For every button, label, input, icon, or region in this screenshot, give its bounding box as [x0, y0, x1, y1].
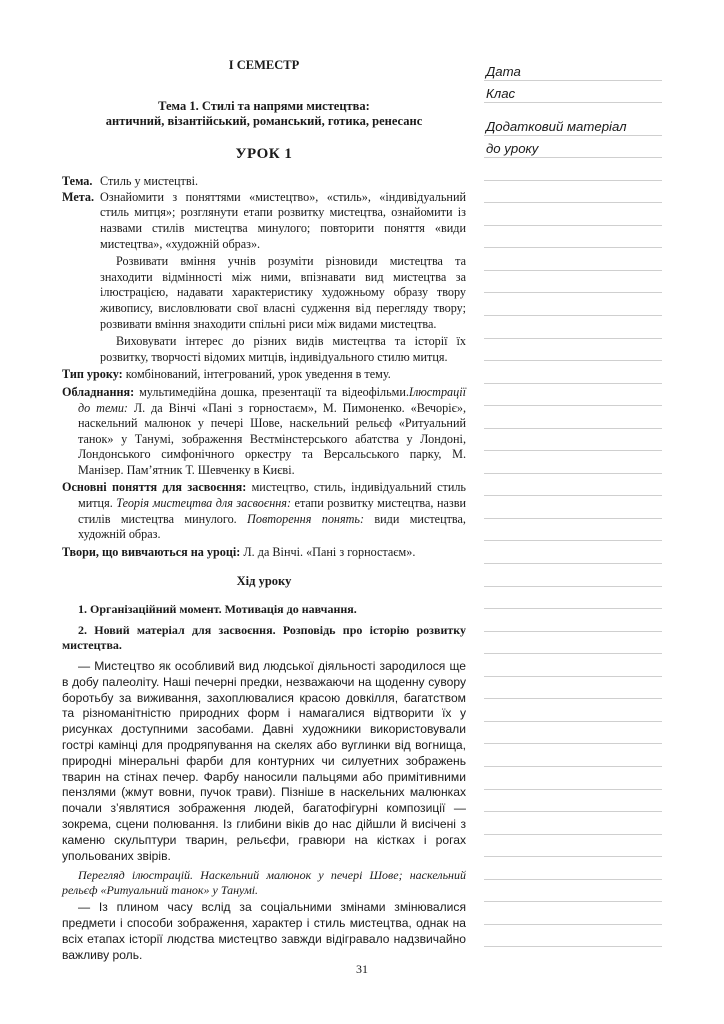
class-label: Клас	[486, 86, 516, 102]
course-paragraph-1: — Мистецтво як особливий вид людської діяльності зародилося ще в добу палеоліту. Наші печерні предки, незважаючи на щоденну сувору боротьбу за виживання, захоплювалися красою довкілля, багатством та різноманітністю природних форм і намагалися відтворити їх у рисунках доступними засобами. Давні художники використовували гострі камінці для продряпування на скелях або вуглинки від вогнища, природні мінеральні фарби для контурних чи силуетних зображень тварин на стінах печер. Фарбу наносили пальцями або примітивними пензлями (жмут вовни, пучок трави). Пізніше в наскельних малюнках почали з’являтися зображення людей, багатофігурні композиції — зокрема, сцени полювання. Із глибини віків до нас дійшли й висічені з каменю скульптури тварин, рельєфи, гравюри на кістках і рогах упольованих звірів.	[62, 659, 466, 863]
course-item-1: 1. Організаційний момент. Мотивація до навчання.	[78, 602, 357, 617]
meta-label: Мета.	[62, 189, 95, 204]
note-line[interactable]	[484, 925, 662, 948]
note-line[interactable]	[484, 519, 662, 542]
note-line[interactable]	[484, 541, 662, 564]
works-text: Л. да Вінчі. «Пані з горностаєм».	[240, 544, 416, 559]
note-line[interactable]	[484, 203, 662, 226]
field-concepts	[62, 480, 466, 542]
page-number: 31	[356, 962, 368, 976]
note-line[interactable]	[484, 429, 662, 452]
note-line[interactable]	[484, 384, 662, 407]
extra-material-line[interactable]	[484, 113, 662, 136]
note-line[interactable]	[484, 271, 662, 294]
equipment-label: Обладнання:	[62, 384, 135, 399]
meta-paragraph-1: Ознайомити з поняттями «мистецтво», «стиль», «індивідуальний стиль митця»; розглянути етапи розвитку мистецтва, ознайомити із назвами стилів мистецтва минулого; повторити поняття «види мистецтва», «художній образ».	[100, 189, 466, 251]
note-line[interactable]	[484, 406, 662, 429]
note-line[interactable]	[484, 857, 662, 880]
extra-material-label-2: до уроку	[486, 141, 539, 157]
theme-title	[62, 99, 466, 129]
note-line[interactable]	[484, 632, 662, 655]
equipment-text: мультимедійна дошка, презентації та відеофільми.	[134, 384, 409, 399]
concepts-theory-label: Теорія мистецтва для засвоєння:	[116, 496, 292, 511]
lesson-type-label: Тип уроку:	[62, 367, 123, 382]
note-line[interactable]	[484, 722, 662, 745]
note-line[interactable]	[484, 564, 662, 587]
field-lesson-type	[62, 367, 466, 383]
note-line[interactable]	[484, 496, 662, 519]
illustration-preview-note: Перегляд ілюстрацій. Наскельний малюнок у печері Шове; наскельний рельєф «Ритуальний танок» у Танумі.	[62, 868, 466, 898]
course-item-2: 2. Новий матеріал для засвоєння. Розповідь про історію розвитку мистецтва.	[62, 623, 466, 653]
concepts-text-2: етапи розвитку мистецтва, назви стилів мистецтва минулого.	[78, 496, 466, 526]
works-label: Твори, що вивчаються на уроці:	[62, 544, 241, 559]
meta-paragraph-3: Виховувати інтерес до різних видів мистецтва та історії їх розвитку, творчості відомих митців, індивідуального стилю митця.	[100, 334, 466, 364]
blank-note-lines	[484, 158, 662, 947]
note-line[interactable]	[484, 790, 662, 813]
note-line[interactable]	[484, 880, 662, 903]
note-line[interactable]	[484, 361, 662, 384]
note-line[interactable]	[484, 339, 662, 362]
tema-text: Стиль у мистецтві.	[100, 174, 199, 189]
note-line[interactable]	[484, 902, 662, 925]
main-column	[62, 58, 466, 964]
note-line[interactable]	[484, 293, 662, 316]
field-equipment	[62, 385, 466, 479]
field-tema	[62, 174, 466, 190]
illustrations-text: Л. да Вінчі «Пані з горностаєм», М. Пимоненко. «Вечоріє», наскельний малюнок у печері Шове, наскельний рельєф «Ритуальний танок» у Танумі, зображення Вестмінстерського абатства у Лондоні, Лондонського симфонічного оркестру та Версальського парку, М. Манізер. Пам’ятник Т. Шевченку в Києві.	[78, 400, 466, 477]
concepts-text-1: мистецтво, стиль, індивідуальний стиль митця.	[78, 480, 466, 511]
notes-sidebar	[484, 58, 662, 947]
lesson-type-text: комбінований, інтегрований, урок уведення в тему.	[122, 367, 391, 382]
note-line[interactable]	[484, 609, 662, 632]
note-line[interactable]	[484, 699, 662, 722]
date-line[interactable]	[484, 58, 662, 81]
note-line[interactable]	[484, 226, 662, 249]
lesson-title: УРОК 1	[235, 145, 293, 162]
semester-heading: І СЕМЕСТР	[228, 58, 300, 72]
note-line[interactable]	[484, 654, 662, 677]
meta-paragraph-2: Розвивати вміння учнів розуміти різновиди мистецтва та знаходити відмінності між ними, впізнавати вид мистецтва за ілюстрацією, надавати характеристику художньому образу твору живопису, висловлювати свої власні судження від перегляду твору; розвивати вміння знаходити спільні риси між видами мистецтва.	[100, 254, 466, 331]
theme-title-line2: античний, візантійський, романський, готика, ренесанс	[105, 113, 423, 128]
date-label: Дата	[486, 63, 521, 79]
note-line[interactable]	[484, 812, 662, 835]
concepts-text-3: види мистецтва, художній образ.	[78, 511, 466, 542]
note-line[interactable]	[484, 158, 662, 181]
illustrations-label: Ілюстрації до теми:	[78, 384, 466, 415]
course-heading: Хід уроку	[236, 574, 292, 589]
course-paragraph-2: — Із плином часу вслід за соціальними змінами змінювалися предмети і способи зображення, характер і стиль мистецтва, однак на всіх етапах історії людства мистецтво завжди відігравало надзвичайно важливу роль.	[62, 900, 466, 962]
note-line[interactable]	[484, 181, 662, 204]
note-line[interactable]	[484, 474, 662, 497]
field-works	[62, 545, 466, 561]
note-line[interactable]	[484, 744, 662, 767]
note-line[interactable]	[484, 451, 662, 474]
note-line[interactable]	[484, 767, 662, 790]
note-line[interactable]	[484, 248, 662, 271]
note-line[interactable]	[484, 316, 662, 339]
sidebar-gap	[484, 103, 662, 113]
class-line[interactable]	[484, 81, 662, 104]
theme-title-line1: Тема 1. Стилі та напрями мистецтва:	[158, 98, 370, 113]
note-line[interactable]	[484, 835, 662, 858]
extra-material-line-2[interactable]	[484, 136, 662, 159]
note-line[interactable]	[484, 587, 662, 610]
extra-material-label-1: Додатковий матеріал	[486, 118, 627, 134]
note-line[interactable]	[484, 677, 662, 700]
concepts-repeat-label: Повторення понять:	[247, 511, 365, 526]
field-meta	[62, 190, 466, 366]
tema-label: Тема.	[62, 174, 93, 189]
concepts-label: Основні поняття для засвоєння:	[62, 480, 247, 495]
